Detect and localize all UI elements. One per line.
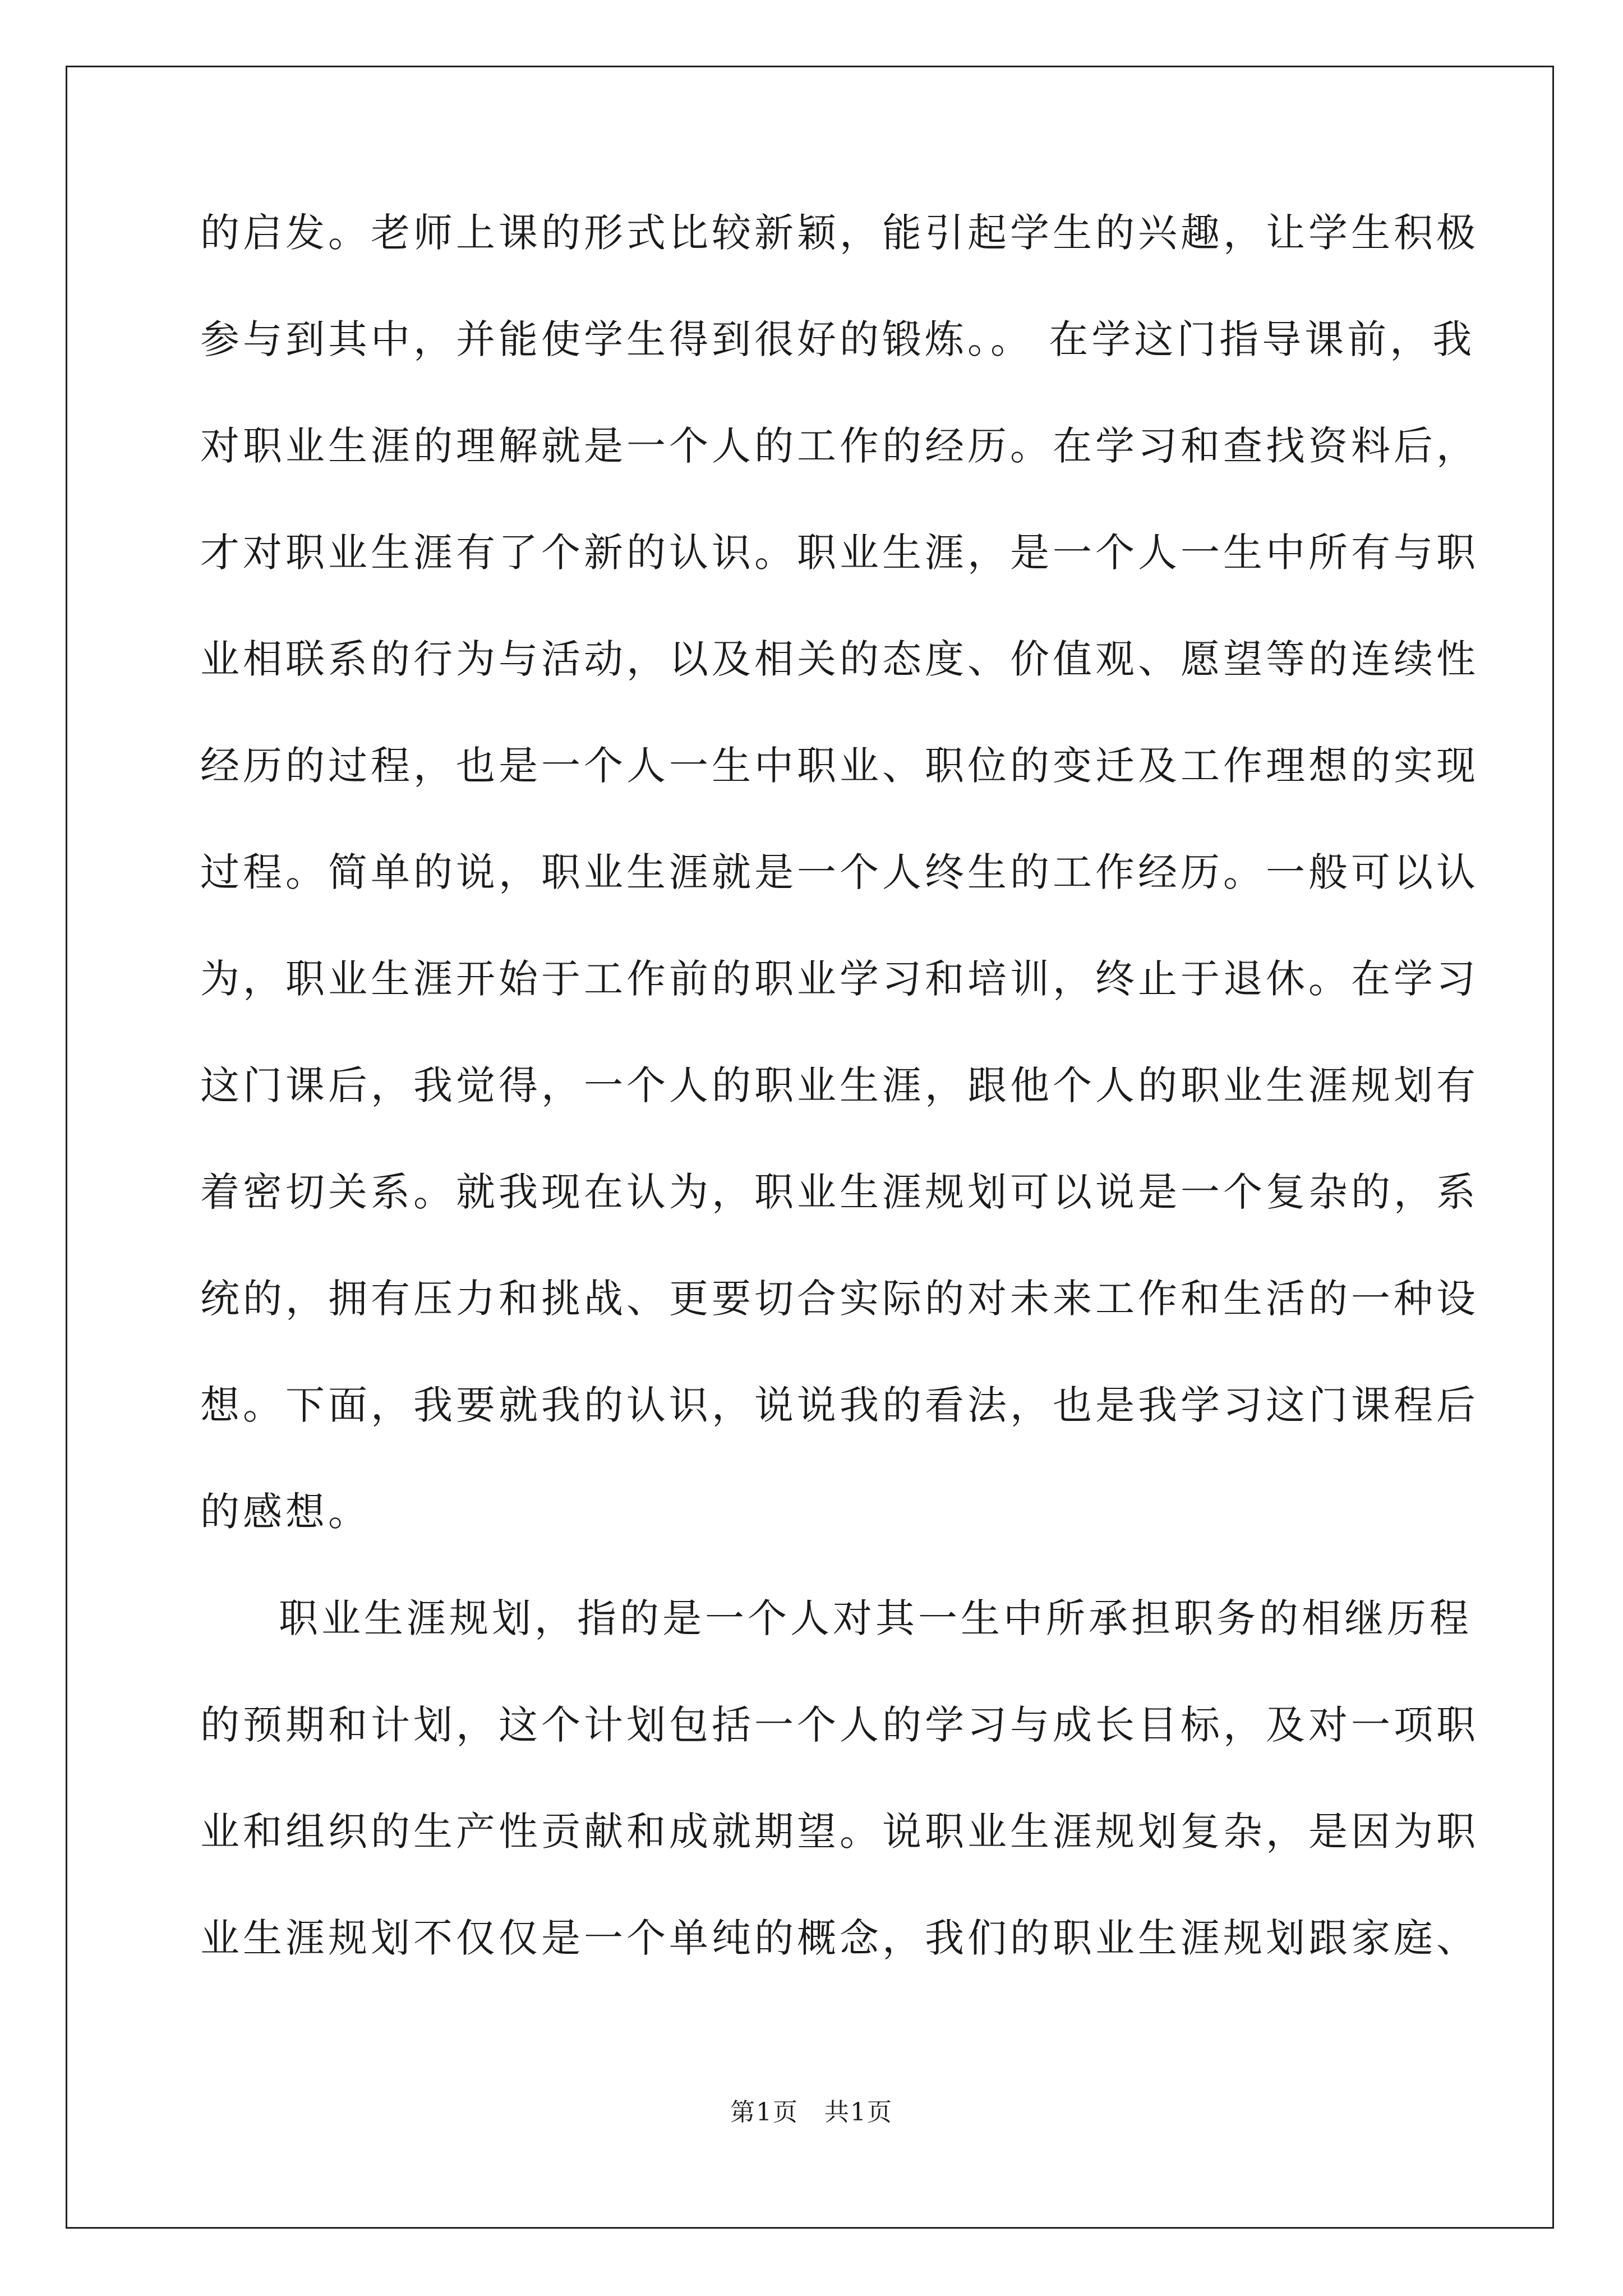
text-line: 想。下面，我要就我的认识，说说我的看法，也是我学习这门课程后 <box>200 1382 1479 1428</box>
text-line: 业相联系的行为与活动，以及相关的态度、价值观、愿望等的连续性 <box>200 636 1479 682</box>
text-line: 经历的过程，也是一个人一生中职业、职位的变迁及工作理想的实现 <box>200 743 1479 789</box>
text-line: 统的，拥有压力和挑战、更要切合实际的对未来工作和生活的一种设 <box>200 1276 1479 1322</box>
text-line: 为，职业生涯开始于工作前的职业学习和培训，终止于退休。在学习 <box>200 956 1479 1002</box>
text-line: 的启发。老师上课的形式比较新颖，能引起学生的兴趣，让学生积极 <box>200 210 1479 256</box>
text-line: 参与到其中，并能使学生得到很好的锻炼。。 在学这门指导课前，我 <box>200 316 1476 362</box>
text-line: 业和组织的生产性贡献和成就期望。说职业生涯规划复杂，是因为职 <box>200 1809 1479 1855</box>
paragraph-first-line: 职业生涯规划，指的是一个人对其一生中所承担职务的相继历程 <box>279 1595 1472 1641</box>
text-line: 的感想。 <box>200 1489 371 1535</box>
text-line: 业生涯规划不仅仅是一个单纯的概念，我们的职业生涯规划跟家庭、 <box>200 1915 1479 1961</box>
text-line: 的预期和计划，这个计划包括一个人的学习与成长目标，及对一项职 <box>200 1702 1479 1748</box>
text-line: 过程。简单的说，职业生涯就是一个人终生的工作经历。一般可以认 <box>200 849 1479 895</box>
text-line: 才对职业生涯有了个新的认识。职业生涯，是一个人一生中所有与职 <box>200 530 1479 576</box>
text-line: 着密切关系。就我现在认为，职业生涯规划可以说是一个复杂的，系 <box>200 1169 1479 1215</box>
document-body <box>200 210 1479 2025</box>
text-line: 对职业生涯的理解就是一个人的工作的经历。在学习和查找资料后， <box>200 423 1479 469</box>
text-line: 这门课后，我觉得，一个人的职业生涯，跟他个人的职业生涯规划有 <box>200 1062 1479 1108</box>
page-number: 第1页 共1页 <box>730 2098 893 2127</box>
